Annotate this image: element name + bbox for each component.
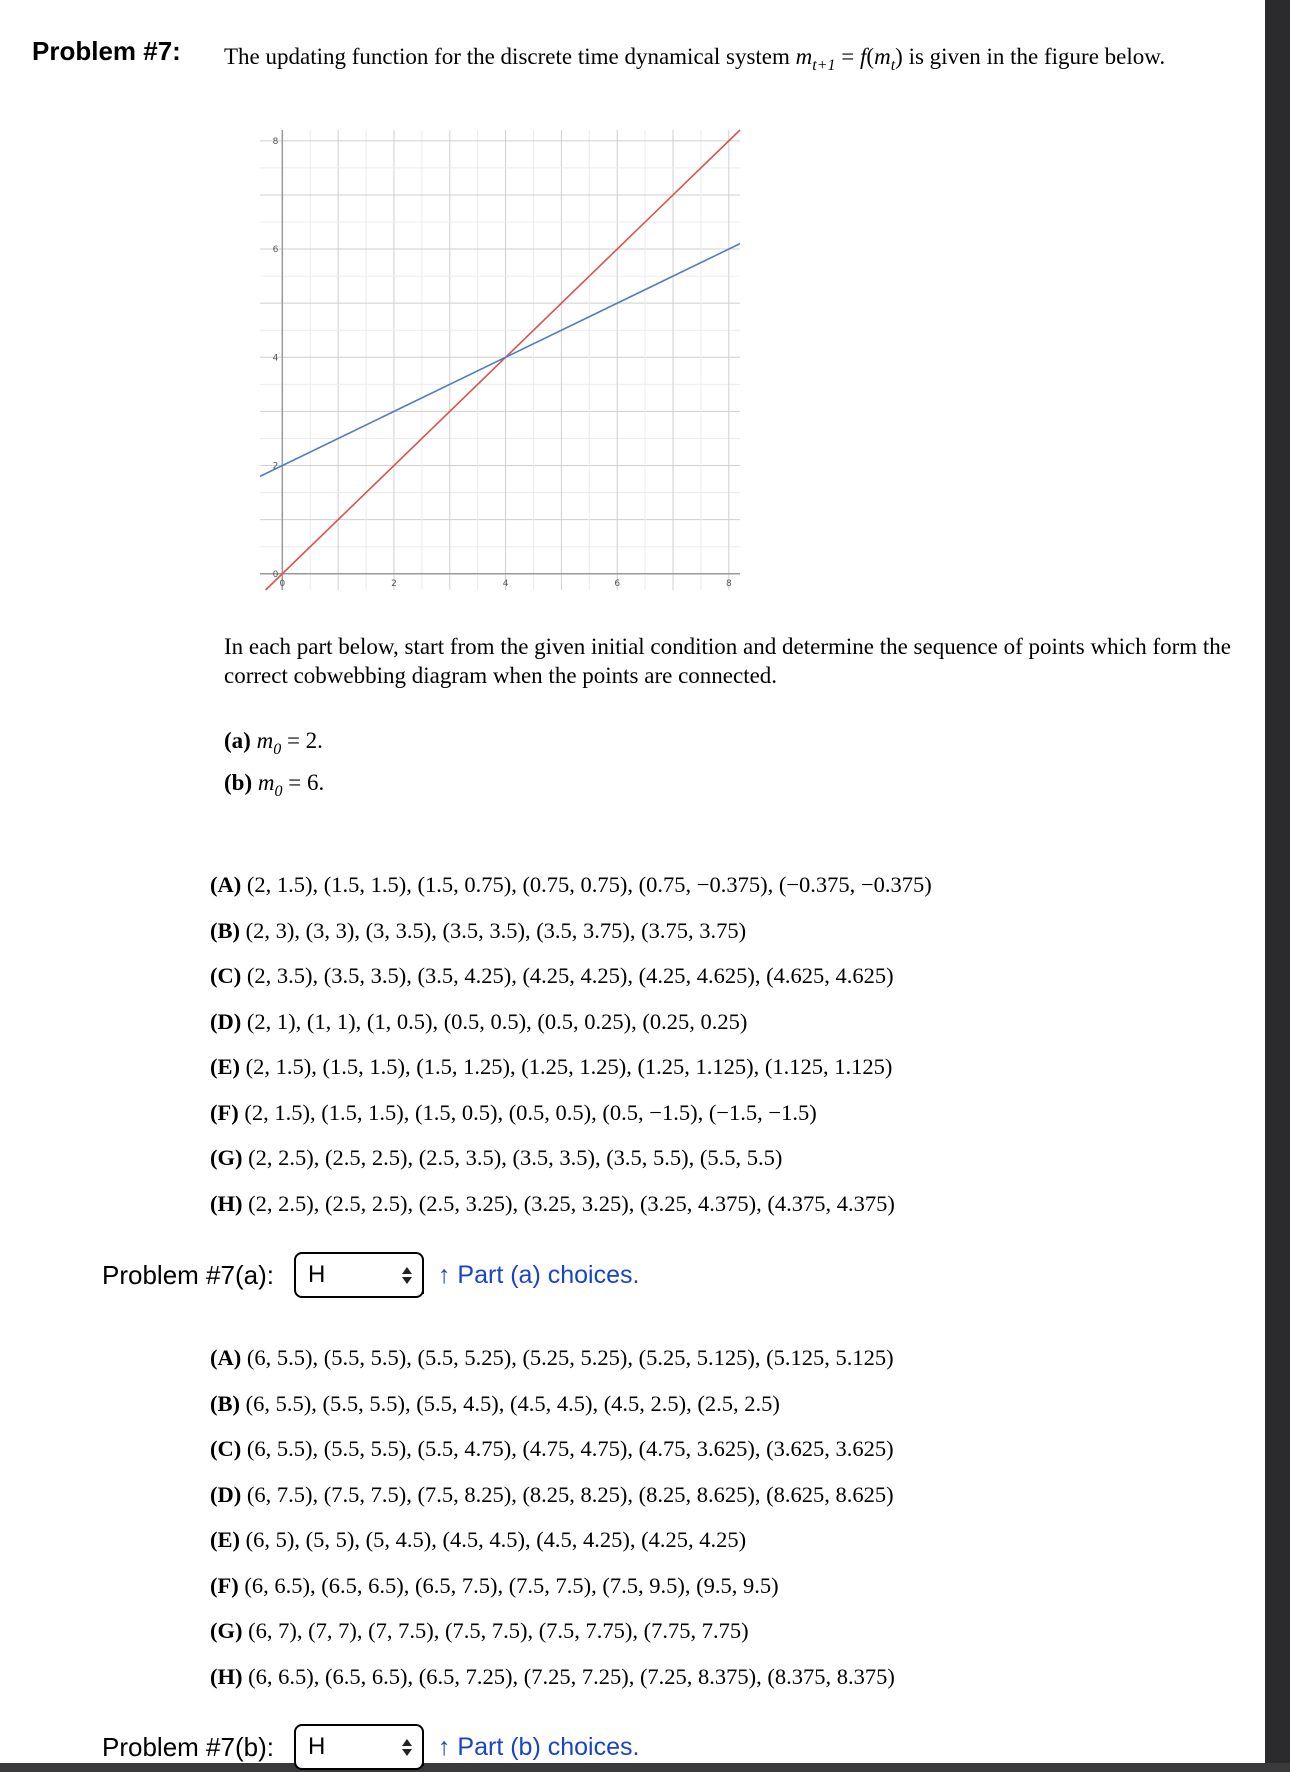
intro-var-m: m [795,44,813,69]
answer-select-b-value: H [307,1733,326,1760]
choice-a-C [210,953,1260,999]
x-tick-label: 4 [502,578,509,589]
choice-letter: (E) [210,1054,240,1079]
choice-letter: (G) [210,1618,243,1643]
choice-b-F [210,1563,1260,1609]
intro-sub-t1: t+1 [812,57,836,74]
answer-label-a: Problem #7(a): [102,1259,274,1290]
choice-b-B [210,1381,1260,1427]
select-edge [422,1732,424,1766]
answer-row-b [102,1722,639,1772]
y-tick-label: 0 [272,569,279,580]
intro-paren-open: ( [866,44,875,69]
part-a-choices-link[interactable]: ↑ Part (a) choices. [437,1260,640,1289]
y-tick-label: 8 [272,136,279,147]
part-b-condition [224,770,324,801]
choice-text: (2, 2.5), (2.5, 2.5), (2.5, 3.25), (3.25, 3.25), (3.25, 4.375), (4.375, 4.375) [248,1190,895,1216]
choice-letter: (G) [210,1145,243,1170]
part-b-value: = 6. [282,770,325,795]
choice-text: (6, 7.5), (7.5, 7.5), (7.5, 8.25), (8.25, 8.25), (8.25, 8.625), (8.625, 8.625) [246,1481,894,1507]
part-b-sub: 0 [274,783,283,800]
part-b-label: (b) [224,770,253,795]
choice-letter: (E) [210,1527,240,1552]
choice-letter: (F) [210,1572,239,1598]
intro-func-f: f [860,44,867,69]
choice-text: (2, 1.5), (1.5, 1.5), (1.5, 0.75), (0.75, 0.75), (0.75, −0.375), (−0.375, −0.375) [246,872,932,897]
intro-text-end: is given in the figure below. [902,44,1166,69]
choice-a-A [210,862,1260,908]
chevron-updown-icon [400,1262,414,1288]
choice-letter: (D) [210,1481,242,1507]
choice-b-C [210,1426,1260,1472]
choice-letter: (C) [210,1436,242,1461]
choice-letter: (A) [210,1345,242,1370]
y-tick-label: 2 [272,461,279,472]
choice-text: (6, 5.5), (5.5, 5.5), (5.5, 4.5), (4.5, 4.5), (4.5, 2.5), (2.5, 2.5) [245,1390,780,1416]
y-tick-label: 4 [272,353,279,364]
part-b-choices [210,1335,1260,1699]
x-tick-label: 8 [725,578,732,589]
intro-sub-t: t [890,57,896,74]
choice-letter: (H) [210,1190,243,1216]
series-line-identity [266,130,740,590]
problem-statement [224,42,1264,80]
choice-text: (6, 6.5), (6.5, 6.5), (6.5, 7.25), (7.25, 7.25), (7.25, 8.375), (8.375, 8.375) [248,1663,895,1689]
part-a-choices [210,862,1260,1226]
answer-select-b[interactable] [294,1724,424,1770]
problem-title: Problem #7: [32,36,181,66]
answer-select-a-value: H [307,1261,326,1288]
intro-var-m2: m [874,44,891,69]
scrollbar[interactable] [1265,0,1290,1763]
choice-a-F [210,1090,1260,1136]
x-tick-label: 0 [279,578,286,589]
choice-letter: (B) [210,917,240,943]
choice-a-B [210,908,1260,954]
choice-text: (6, 7), (7, 7), (7, 7.5), (7.5, 7.5), (7.5, 7.75), (7.75, 7.75) [248,1618,749,1643]
choice-text: (6, 5), (5, 5), (5, 4.5), (4.5, 4.5), (4.5, 4.25), (4.25, 4.25) [245,1527,747,1552]
answer-select-a[interactable] [294,1252,424,1298]
answer-label-b: Problem #7(b): [102,1731,274,1762]
choice-text: (2, 1.5), (1.5, 1.5), (1.5, 0.5), (0.5, 0.5), (0.5, −1.5), (−1.5, −1.5) [244,1099,817,1125]
choice-text: (2, 3.5), (3.5, 3.5), (3.5, 4.25), (4.25, 4.25), (4.25, 4.625), (4.625, 4.625) [246,963,894,988]
intro-paren-close: ) [895,44,903,69]
choice-b-A [210,1335,1260,1381]
chevron-updown-icon [400,1734,414,1760]
choice-text: (6, 5.5), (5.5, 5.5), (5.5, 5.25), (5.25, 5.25), (5.25, 5.125), (5.125, 5.125) [246,1345,894,1370]
choice-text: (6, 5.5), (5.5, 5.5), (5.5, 4.75), (4.75, 4.75), (4.75, 3.625), (3.625, 3.625) [246,1436,894,1461]
part-a-condition [224,728,323,759]
choice-text: (2, 1), (1, 1), (1, 0.5), (0.5, 0.5), (0.5, 0.25), (0.25, 0.25) [246,1008,748,1034]
part-a-var: m [256,728,274,753]
choice-letter: (F) [210,1099,239,1125]
y-tick-label: 6 [272,245,279,256]
part-a-sub: 0 [273,741,282,758]
choice-text: (2, 3), (3, 3), (3, 3.5), (3.5, 3.5), (3.5, 3.75), (3.75, 3.75) [245,917,747,943]
x-tick-label: 6 [614,578,621,589]
choice-letter: (B) [210,1390,240,1416]
choice-text: (2, 2.5), (2.5, 2.5), (2.5, 3.5), (3.5, 3.5), (3.5, 5.5), (5.5, 5.5) [248,1145,783,1170]
choice-b-G [210,1608,1260,1654]
series-line-updating-function [260,244,740,477]
choice-a-E [210,1044,1260,1090]
choice-letter: (D) [210,1008,242,1034]
choice-text: (2, 1.5), (1.5, 1.5), (1.5, 1.25), (1.25, 1.25), (1.25, 1.125), (1.125, 1.125) [245,1054,893,1079]
part-a-label: (a) [224,728,251,753]
chart-svg [250,120,750,600]
choice-letter: (C) [210,963,242,988]
answer-row-a [102,1250,639,1300]
choice-a-D [210,999,1260,1045]
choice-letter: (A) [210,872,242,897]
part-b-var: m [257,770,275,795]
choice-b-D [210,1472,1260,1518]
intro-text-start: The updating function for the discrete time dynamical system [224,44,796,69]
part-a-value: = 2. [281,728,323,753]
instructions: In each part below, start from the given initial condition and determine the sequence of points which form the correct cobwebbing diagram when the points are connected. [224,634,1232,688]
choice-text: (6, 6.5), (6.5, 6.5), (6.5, 7.5), (7.5, 7.5), (7.5, 9.5), (9.5, 9.5) [244,1572,779,1598]
select-edge [422,1260,424,1294]
choice-b-H [210,1654,1260,1700]
choice-letter: (H) [210,1663,243,1689]
x-tick-label: 2 [391,578,397,589]
choice-a-H [210,1181,1260,1227]
choice-b-E [210,1517,1260,1563]
updating-function-chart [250,120,750,600]
intro-equals: = [835,44,861,69]
part-b-choices-link[interactable]: ↑ Part (b) choices. [437,1732,640,1761]
choice-a-G [210,1135,1260,1181]
